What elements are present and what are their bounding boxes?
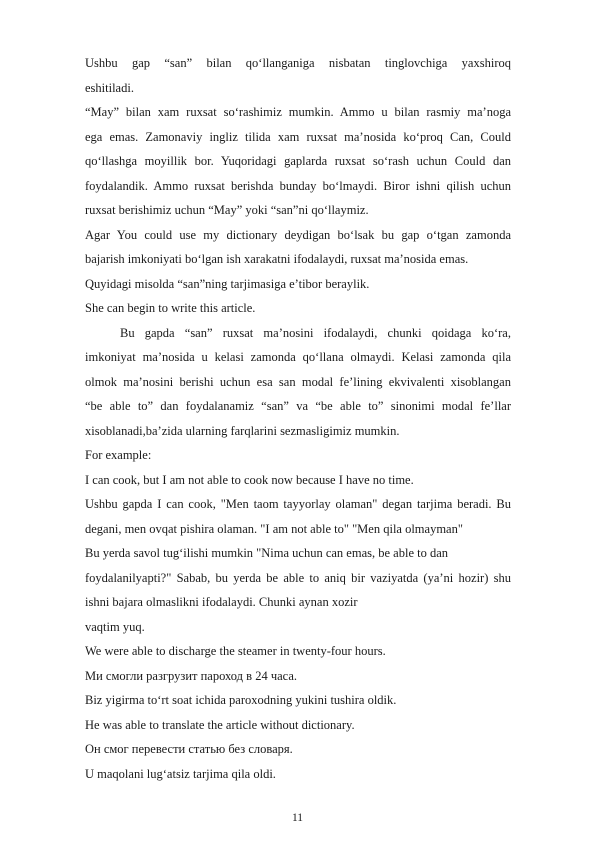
text-line: Ми смогли разгрузит пароход в 24 часа. — [85, 669, 298, 683]
text-line: ega emas. Zamonaviy ingliz tilida xam ruxsat ma’nosida ko‘proq Can, Could — [85, 130, 511, 144]
text-line: For example: — [85, 448, 152, 462]
text-line: He was able to translate the article without dictionary. — [85, 718, 355, 732]
text-line: She can begin to write this article. — [85, 301, 256, 315]
text-line: bajarish imkoniyati bo‘lgan ish xarakatni ifodalaydi, ruxsat ma’nosida emas. — [85, 252, 469, 266]
text-line: qo‘llashga moyillik bor. Yuqoridagi gaplarda ruxsat so‘rash uchun Could dan — [85, 154, 511, 168]
text-line: olmok ma’nosini berishi uchun esa san modal fe’lining ekvivalenti xisoblangan — [85, 375, 511, 389]
text-line: eshitiladi. — [85, 81, 134, 95]
text-line: vaqtim yuq. — [85, 620, 145, 634]
text-line: xisoblanadi,ba’zida ularning farqlarini sezmasligimiz mumkin. — [85, 424, 400, 438]
text-line: I can cook, but I am not able to cook now because I have no time. — [85, 473, 414, 487]
text-line: “be able to” dan foydalanamiz “san” va “be able to” sinonimi modal fe’llar — [85, 399, 511, 413]
text-line: Он смог перевести статью без словаря. — [85, 742, 293, 756]
text-line: Quyidagi misolda “san”ning tarjimasiga e’tibor beraylik. — [85, 277, 370, 291]
text-line: Agar You could use my dictionary deydigan bo‘lsak bu gap o‘tgan zamonda — [85, 228, 511, 242]
text-line: foydalanilyapti?" Sabab, bu yerda be able to aniq bir vaziyatda (ya’ni hozir) shu — [85, 571, 511, 585]
text-line: Bu yerda savol tug‘ilishi mumkin "Nima uchun can emas, be able to dan — [85, 546, 449, 560]
text-line: Ushbu gap “san” bilan qo‘llanganiga nisbatan tinglovchiga yaxshiroq — [85, 56, 511, 70]
text-line: foydalandik. Ammo ruxsat berishda bunday bo‘lmaydi. Biror ishni qilish uchun — [85, 179, 511, 193]
text-line: We were able to discharge the steamer in twenty-four hours. — [85, 644, 386, 658]
text-line: U maqolani lug‘atsiz tarjima qila oldi. — [85, 767, 276, 781]
text-line: “May” bilan xam ruxsat so‘rashimiz mumkin. Ammo u bilan rasmiy ma’noga — [85, 105, 511, 119]
text-line: imkoniyat ma’nosida u kelasi zamonda qo‘llana olmaydi. Kelasi zamonda qila — [85, 350, 511, 364]
page-number: 11 — [291, 812, 304, 824]
text-line: ishni bajara olmaslikni ifodalaydi. Chunki aynan xozir — [85, 595, 358, 609]
text-line: degani, men ovqat pishira olaman. "I am not able to" "Men qila olmayman" — [85, 522, 463, 536]
text-line: ruxsat berishimiz uchun “May” yoki “san”ni qo‘llaymiz. — [85, 203, 369, 217]
text-line: Bu gapda “san” ruxsat ma’nosini ifodalaydi, chunki qoidaga ko‘ra, — [120, 326, 511, 340]
text-line: Biz yigirma to‘rt soat ichida paroxodning yukini tushira oldik. — [85, 693, 397, 707]
text-line: Ushbu gapda I can cook, "Men taom tayyorlay olaman" degan tarjima beradi. Bu — [85, 497, 511, 511]
